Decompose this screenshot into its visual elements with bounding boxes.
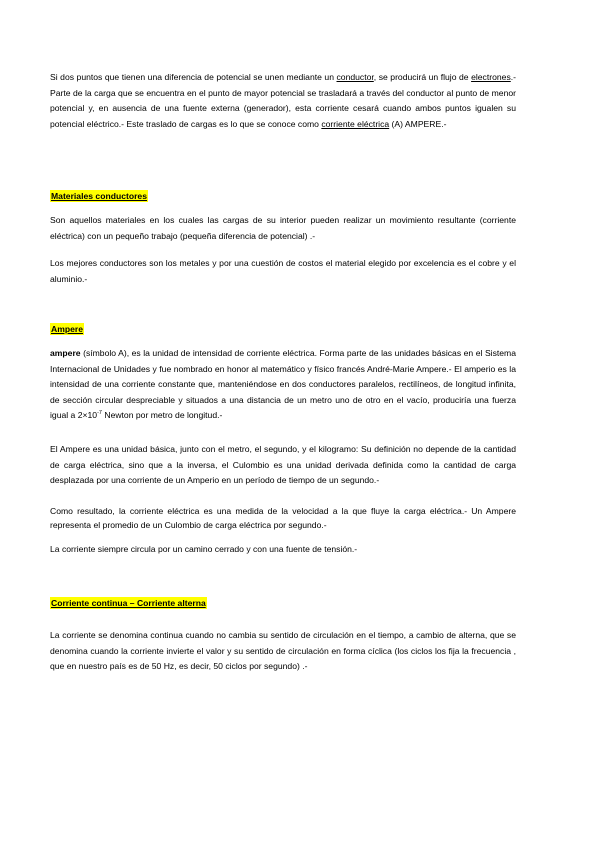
ampere-text-4: La corriente siempre circula por un camino cerrado y con una fuente de tensión.- [50,544,358,554]
materiales-text-2: Los mejores conductores son los metales y por una cuestión de costos el material elegido por excelencia es el cobre y el aluminio.- [50,258,516,284]
electrones-link[interactable]: electrones [471,72,511,82]
corriente-text-1: La corriente se denomina continua cuando no cambia su sentido de circulación en el tiempo, a cambio de alterna, que se denomina cuando la corriente invierte el valor y su sentido de circulación en forma cíclica (los ciclos los fija la frecuencia , que en nuestro país es de 50 Hz, es decir, 50 ciclos por segundo) .- [50,630,516,672]
materiales-text-1: Son aquellos materiales en los cuales las cargas de su interior pueden realizar un movimiento resultante (corriente eléctrica) con un pequeño trabajo (pequeña diferencia de potencial) .- [50,215,516,241]
heading-corriente-continua-alterna: Corriente continua – Corriente alterna [51,598,206,608]
ampere-paragraph-1 [50,346,516,424]
ampere-term: ampere [50,348,81,358]
conductor-link[interactable]: conductor [336,72,374,82]
ampere-paragraph-3 [50,505,516,533]
ampere-text-1a: (símbolo A), es la unidad de intensidad de corriente eléctrica. Forma parte de las unidades básicas en el Sistema Internacional de Unidades y fue nombrado en honor al matemático y físico francés André-Marie Ampere.- El amperio es la intensidad de una corriente constante que, manteniéndose en dos conductores paralelos, rectilíneos, de longitud infinita, de sección circular despreciable y situados a una distancia de un metro uno de otro en el vacío, produciría una fuerza igual a 2×10 [50,348,516,421]
materiales-paragraph-1 [50,213,516,244]
intro-text-3: .- Parte de la carga que se encuentra en el punto de mayor potencial se trasladará a través del conductor al punto de menor potencial y, en ausencia de una fuente externa (generador), esta corriente cesará cuando ambos puntos igualen su potencial eléctrico.- Este traslado de cargas es lo que se conoce como [50,72,516,129]
corriente-electrica-link[interactable]: corriente eléctrica [321,118,390,129]
ampere-paragraph-4 [50,542,516,558]
intro-paragraph [50,70,516,132]
intro-text-2: , se producirá un flujo de [373,72,472,82]
ampere-text-2: El Ampere es una unidad básica, junto con el metro, el segundo, y el kilogramo: Su definición no depende de la cantidad de carga eléctrica, sino que a la inversa, el Culombio es una unidad derivada definida como la cantidad de carga desplazada por una corriente de un Amperio en un período de tiempo de un segundo.- [50,444,516,486]
ampere-text-3: Como resultado, la corriente eléctrica es una medida de la velocidad a la que fluye la carga eléctrica.- Un Ampere representa el promedio de un Culombio de carga eléctrica por segundo.- [50,506,516,530]
intro-text-1: Si dos puntos que tienen una diferencia de potencial se unen mediante un [50,72,337,82]
heading-ampere: Ampere [51,324,83,334]
corriente-paragraph [50,628,516,675]
heading-materiales-conductores: Materiales conductores [51,191,147,201]
materiales-paragraph-2 [50,256,516,287]
ampere-paragraph-2 [50,442,516,489]
exponent: -7 [97,410,102,417]
intro-text-4: (A) AMPERE.- [389,118,447,129]
ampere-text-1b: Newton por metro de longitud.- [101,410,223,421]
